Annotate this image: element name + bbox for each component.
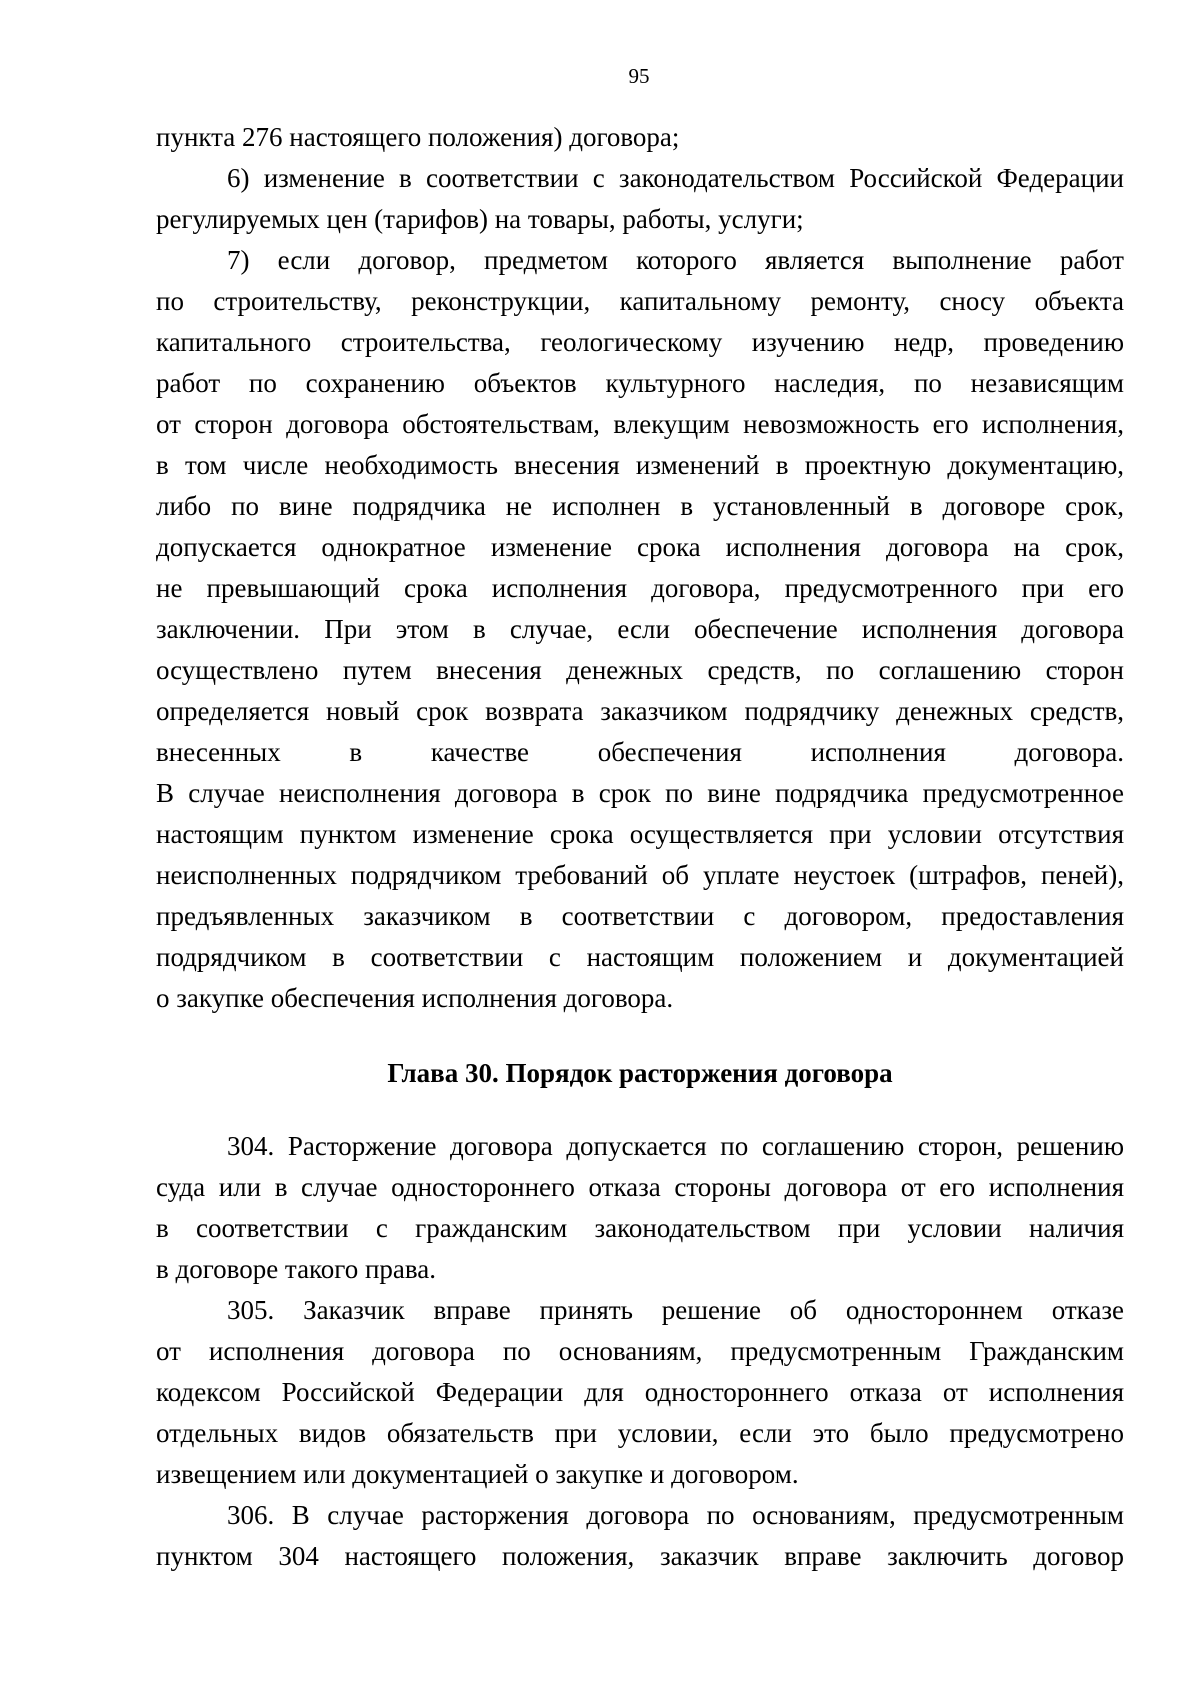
text-line: неисполненных подрядчиком требований об уплате неустоек (штрафов, пеней), bbox=[156, 860, 1124, 890]
text-line: допускается однократное изменение срока исполнения договора на срок, bbox=[156, 532, 1124, 562]
text-line: 305. Заказчик вправе принять решение об одностороннем отказе bbox=[227, 1295, 1124, 1325]
text-line: настоящим пунктом изменение срока осуществляется при условии отсутствия bbox=[156, 819, 1124, 849]
text-line: внесенных в качестве обеспечения исполнения договора. bbox=[156, 737, 1124, 767]
text-line: 6) изменение в соответствии с законодательством Российской Федерации bbox=[227, 163, 1124, 193]
text-line: работ по сохранению объектов культурного наследия, по независящим bbox=[156, 368, 1124, 398]
text-line: извещением или документацией о закупке и договором. bbox=[156, 1459, 799, 1489]
text-line: о закупке обеспечения исполнения договора. bbox=[156, 983, 674, 1013]
text-line: либо по вине подрядчика не исполнен в установленный в договоре срок, bbox=[156, 491, 1124, 521]
text-line: в соответствии с гражданским законодательством при условии наличия bbox=[156, 1213, 1124, 1243]
text-line: В случае неисполнения договора в срок по вине подрядчика предусмотренное bbox=[156, 778, 1124, 808]
text-line: не превышающий срока исполнения договора, предусмотренного при его bbox=[156, 573, 1124, 603]
text-line: от исполнения договора по основаниям, предусмотренным Гражданским bbox=[156, 1336, 1124, 1366]
chapter-heading: Глава 30. Порядок расторжения договора bbox=[387, 1058, 893, 1088]
text-line: кодексом Российской Федерации для одностороннего отказа от исполнения bbox=[156, 1377, 1124, 1407]
text-line: осуществлено путем внесения денежных средств, по соглашению сторон bbox=[156, 655, 1124, 685]
body-text-top bbox=[156, 117, 1124, 1019]
text-line: по строительству, реконструкции, капитальному ремонту, сносу объекта bbox=[156, 286, 1124, 316]
text-line: определяется новый срок возврата заказчиком подрядчику денежных средств, bbox=[156, 696, 1124, 726]
text-line: капитального строительства, геологическому изучению недр, проведению bbox=[156, 327, 1124, 357]
text-line: 306. В случае расторжения договора по основаниям, предусмотренным bbox=[227, 1500, 1124, 1530]
text-line: предъявленных заказчиком в соответствии с договором, предоставления bbox=[156, 901, 1124, 931]
text-line: отдельных видов обязательств при условии, если это было предусмотрено bbox=[156, 1418, 1124, 1448]
text-line: пункта 276 настоящего положения) договора; bbox=[156, 122, 680, 152]
text-line: заключении. При этом в случае, если обеспечение исполнения договора bbox=[156, 614, 1124, 644]
text-line: регулируемых цен (тарифов) на товары, работы, услуги; bbox=[156, 204, 804, 234]
text-line: 304. Расторжение договора допускается по соглашению сторон, решению bbox=[227, 1131, 1124, 1161]
text-line: суда или в случае одностороннего отказа стороны договора от его исполнения bbox=[156, 1172, 1124, 1202]
text-line: в договоре такого права. bbox=[156, 1254, 437, 1284]
text-line: пунктом 304 настоящего положения, заказчик вправе заключить договор bbox=[156, 1541, 1124, 1571]
text-line: 7) если договор, предметом которого является выполнение работ bbox=[227, 245, 1124, 275]
body-text-bottom bbox=[156, 1126, 1124, 1577]
text-line: в том числе необходимость внесения изменений в проектную документацию, bbox=[156, 450, 1124, 480]
page-number: 95 bbox=[628, 64, 650, 88]
text-line: от сторон договора обстоятельствам, влекущим невозможность его исполнения, bbox=[156, 409, 1124, 439]
text-line: подрядчиком в соответствии с настоящим положением и документацией bbox=[156, 942, 1124, 972]
